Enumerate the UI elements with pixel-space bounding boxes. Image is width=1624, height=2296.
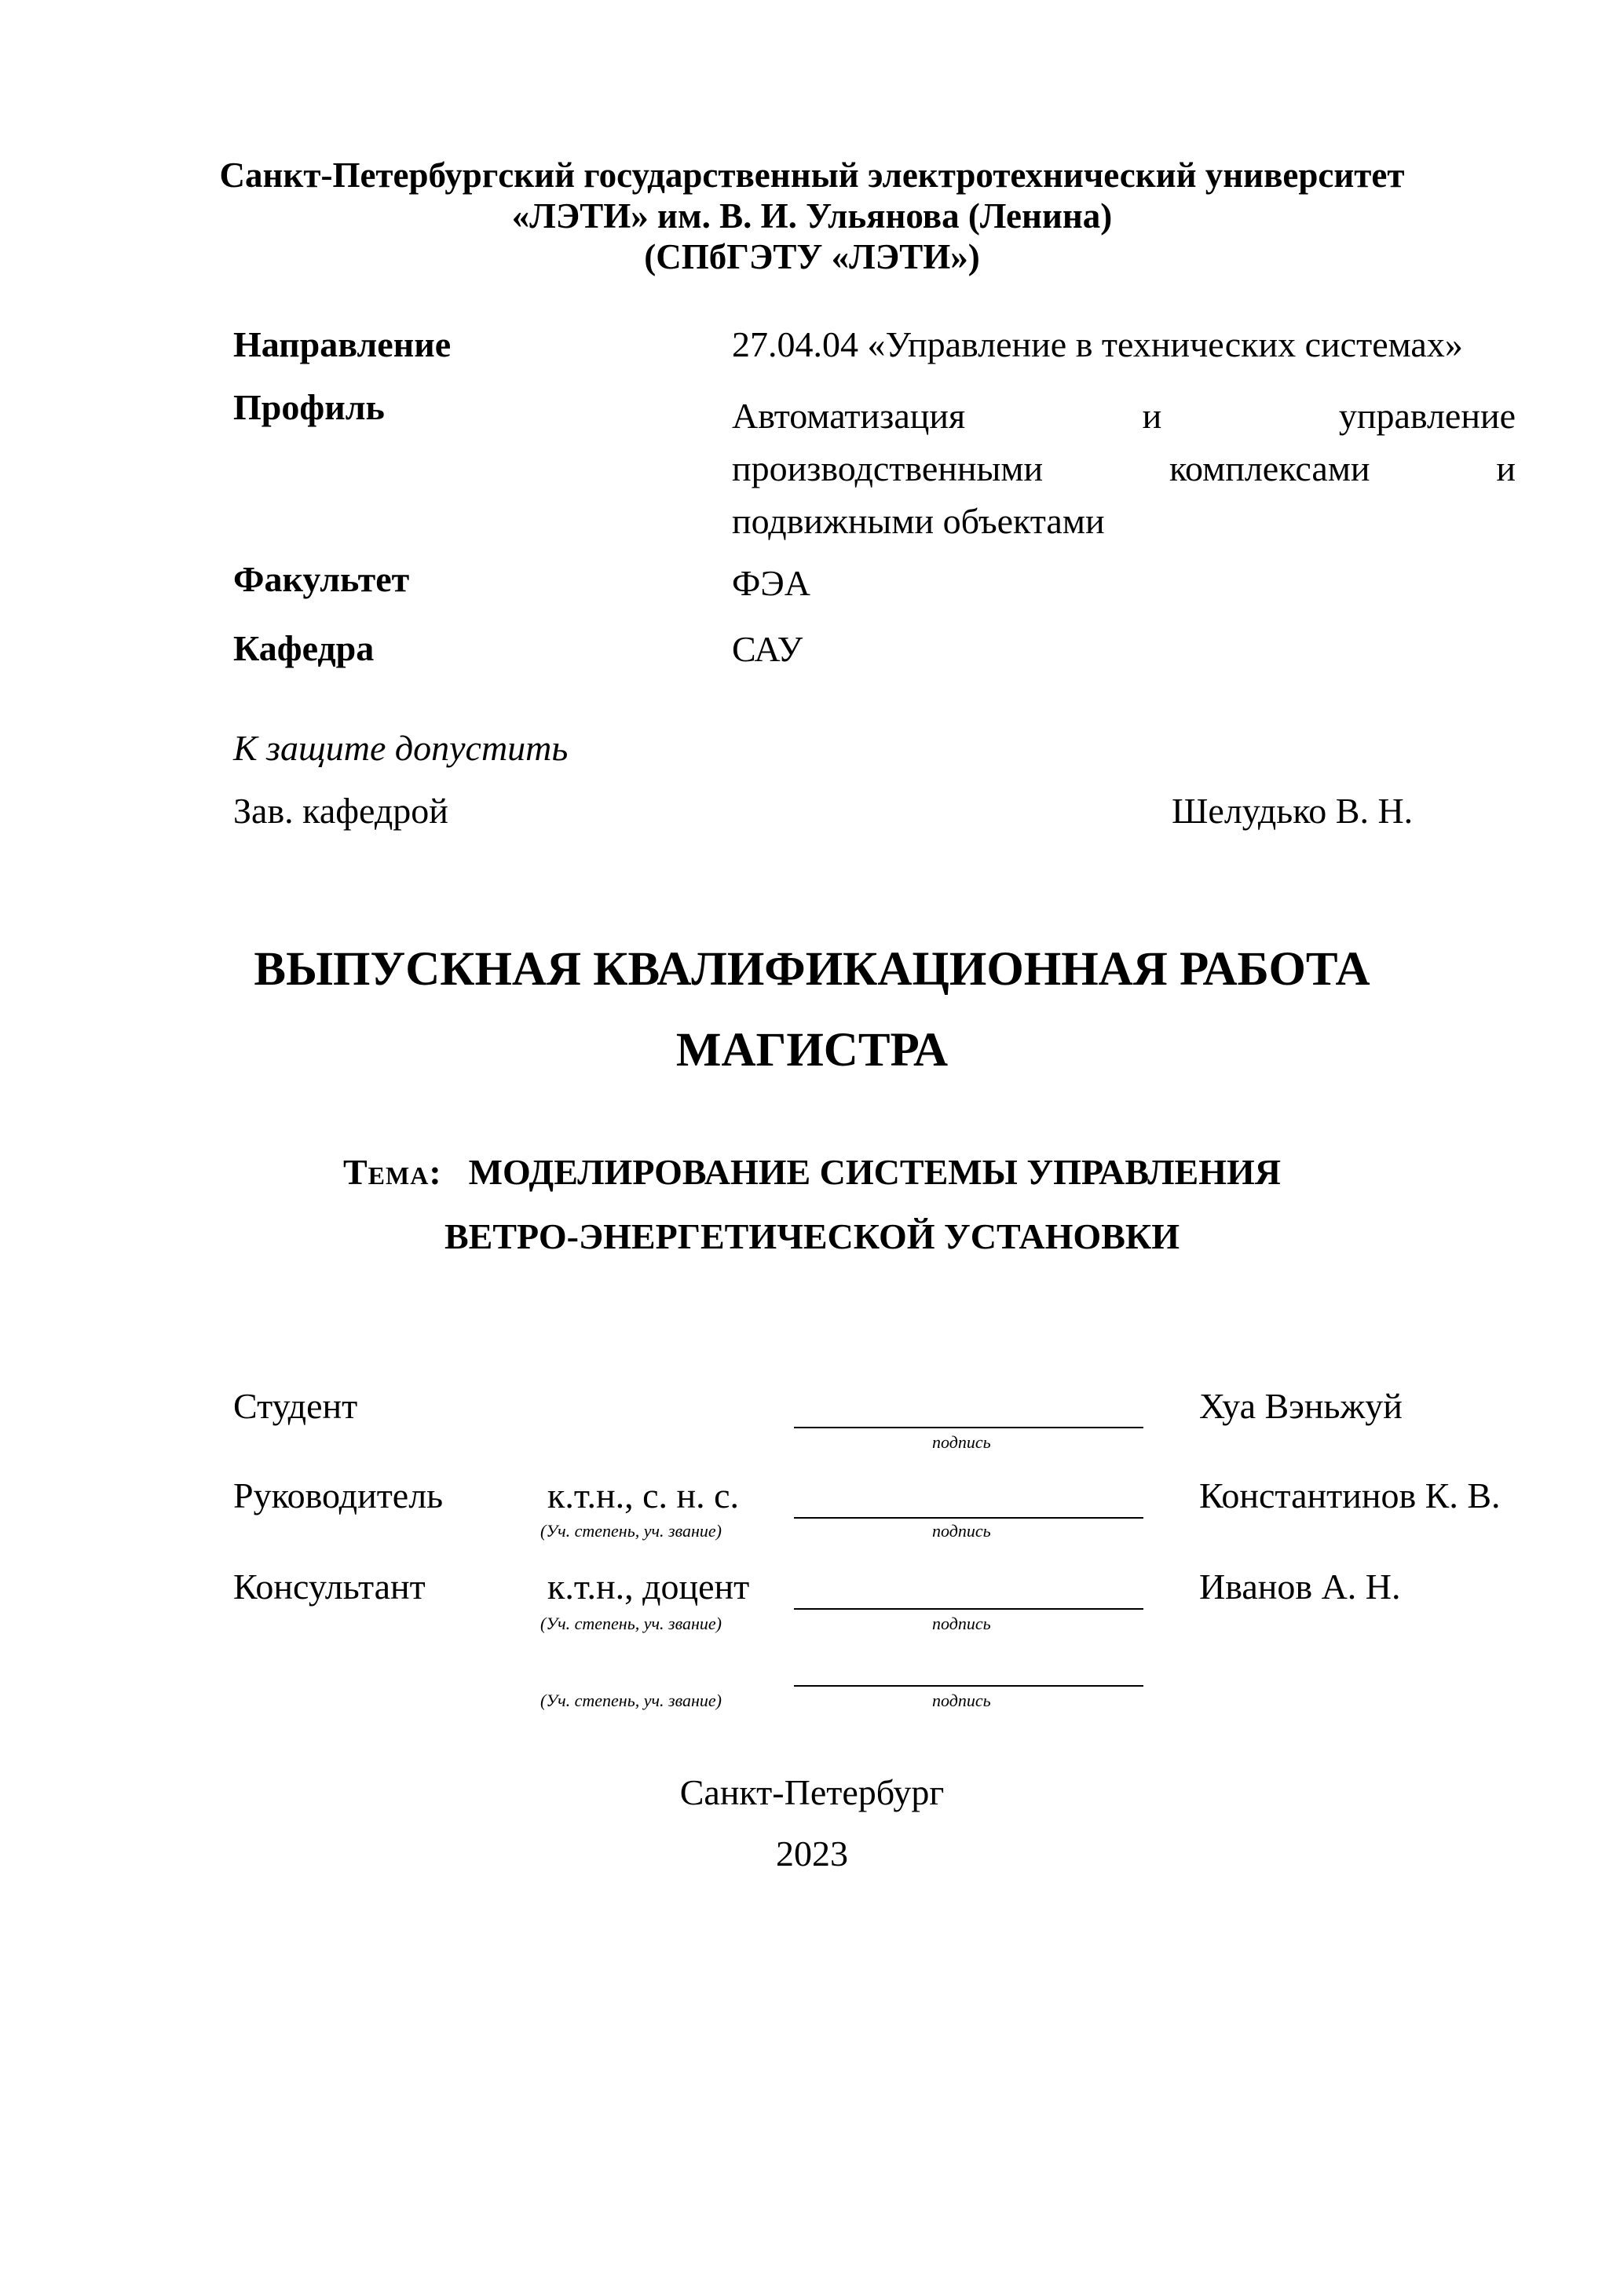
- extra-signature-line: [794, 1685, 1143, 1687]
- consultant-degree: к.т.н., доцент: [547, 1567, 750, 1607]
- theme-label: Тема:: [342, 1152, 442, 1192]
- consultant-signature-line: [794, 1608, 1143, 1610]
- profile-word: управление: [1338, 396, 1516, 436]
- profile-label: Профиль: [233, 387, 385, 427]
- supervisor-degree: к.т.н., с. н. с.: [547, 1475, 740, 1515]
- department-value: САУ: [732, 629, 803, 669]
- city: Санкт-Петербург: [679, 1772, 945, 1812]
- document-title-line2: МАГИСТРА: [675, 1024, 949, 1077]
- student-label: Студент: [233, 1386, 358, 1426]
- degree-caption: (Уч. степень, уч. звание): [540, 1614, 722, 1633]
- signature-caption: подпись: [932, 1521, 991, 1541]
- signature-caption: подпись: [932, 1691, 991, 1710]
- profile-word: Автоматизация: [732, 396, 966, 436]
- consultant-name: Иванов А. Н.: [1199, 1567, 1401, 1607]
- faculty-label: Факультет: [233, 559, 410, 599]
- consultant-label: Консультант: [233, 1567, 426, 1607]
- profile-word: производственными: [732, 448, 1044, 488]
- supervisor-name: Константинов К. В.: [1199, 1475, 1501, 1515]
- student-name: Хуа Вэньжуй: [1199, 1386, 1403, 1426]
- profile-line1: [732, 389, 1516, 442]
- head-of-department-name: Шелудько В. Н.: [1172, 791, 1414, 831]
- university-abbreviation: (СПбГЭТУ «ЛЭТИ»): [644, 237, 980, 276]
- supervisor-label: Руководитель: [233, 1475, 444, 1515]
- admission-label: К защите допустить: [233, 728, 569, 768]
- university-name-line1: Санкт-Петербургский государственный электротехнический университет: [219, 155, 1405, 195]
- supervisor-signature-line: [794, 1517, 1143, 1519]
- direction-label: Направление: [233, 324, 452, 364]
- profile-word: и: [1142, 396, 1162, 436]
- faculty-value: ФЭА: [732, 563, 810, 603]
- university-name-line2: «ЛЭТИ» им. В. И. Ульянова (Ленина): [511, 196, 1113, 236]
- theme-line1: [0, 1151, 1624, 1193]
- document-title-line1: ВЫПУСКНАЯ КВАЛИФИКАЦИОННАЯ РАБОТА: [254, 943, 1370, 996]
- profile-line3: подвижными объектами: [732, 501, 1105, 541]
- signature-caption: подпись: [932, 1614, 991, 1633]
- profile-word: комплексами: [1169, 448, 1370, 488]
- head-of-department-label: Зав. кафедрой: [233, 791, 448, 831]
- profile-word: и: [1496, 448, 1516, 488]
- student-signature-line: [794, 1427, 1143, 1428]
- degree-caption: (Уч. степень, уч. звание): [540, 1691, 722, 1710]
- degree-caption: (Уч. степень, уч. звание): [540, 1521, 722, 1541]
- year: 2023: [776, 1834, 848, 1874]
- theme-text-line1: МОДЕЛИРОВАНИЕ СИСТЕМЫ УПРАВЛЕНИЯ: [468, 1152, 1281, 1192]
- department-label: Кафедра: [233, 628, 375, 668]
- signature-caption: подпись: [932, 1432, 991, 1452]
- theme-text-line2: ВЕТРО-ЭНЕРГЕТИЧЕСКОЙ УСТАНОВКИ: [444, 1216, 1180, 1256]
- direction-value: 27.04.04 «Управление в технических системах»: [732, 324, 1463, 364]
- profile-value: [732, 389, 1516, 547]
- profile-line2: [732, 442, 1516, 495]
